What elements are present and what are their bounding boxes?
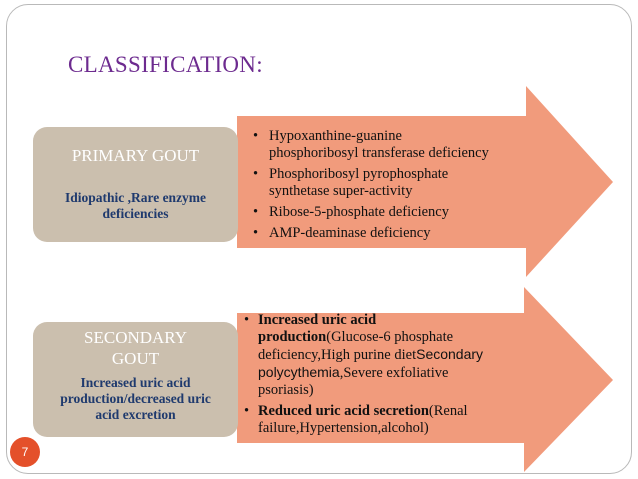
secondary-sub-line-1: Increased uric acid xyxy=(80,375,191,390)
list-item: • Increased uric acid production(Glucose-6 phosphate deficiency,High purine dietSecondary polycythemia,Severe exfoliative psoriasis) xyxy=(240,312,560,399)
primary-gout-box xyxy=(33,127,238,242)
list-item: • Ribose-5-phosphate deficiency xyxy=(249,204,549,221)
primary-sub-line-2: deficiencies xyxy=(102,206,169,221)
secondary-sub-line-3: acid excretion xyxy=(95,407,176,422)
secondary-causes-list xyxy=(240,312,560,441)
secondary-sub-line-2: production/decreased uric xyxy=(60,391,211,406)
primary-gout-subtitle xyxy=(33,190,238,222)
secondary-gout-box xyxy=(33,322,238,437)
primary-causes-list xyxy=(249,128,549,246)
slide-number-badge: 7 xyxy=(10,437,40,467)
secondary-heading-line-2: GOUT xyxy=(111,349,160,368)
list-item: • Hypoxanthine-guanine phosphoribosyl transferase deficiency xyxy=(249,128,549,162)
list-item: • Reduced uric acid secretion(Renal failure,Hypertension,alcohol) xyxy=(240,403,560,437)
secondary-gout-heading xyxy=(33,327,238,369)
primary-gout-heading: PRIMARY GOUT xyxy=(71,146,200,165)
secondary-gout-subtitle xyxy=(33,375,238,423)
secondary-heading-line-1: SECONDARY xyxy=(84,328,187,347)
list-item: • AMP-deaminase deficiency xyxy=(249,225,549,242)
slide-title: CLASSIFICATION: xyxy=(68,52,263,77)
primary-sub-line-1: Idiopathic ,Rare enzyme xyxy=(64,190,207,205)
list-item: • Phosphoribosyl pyrophosphate synthetase super-activity xyxy=(249,166,549,200)
